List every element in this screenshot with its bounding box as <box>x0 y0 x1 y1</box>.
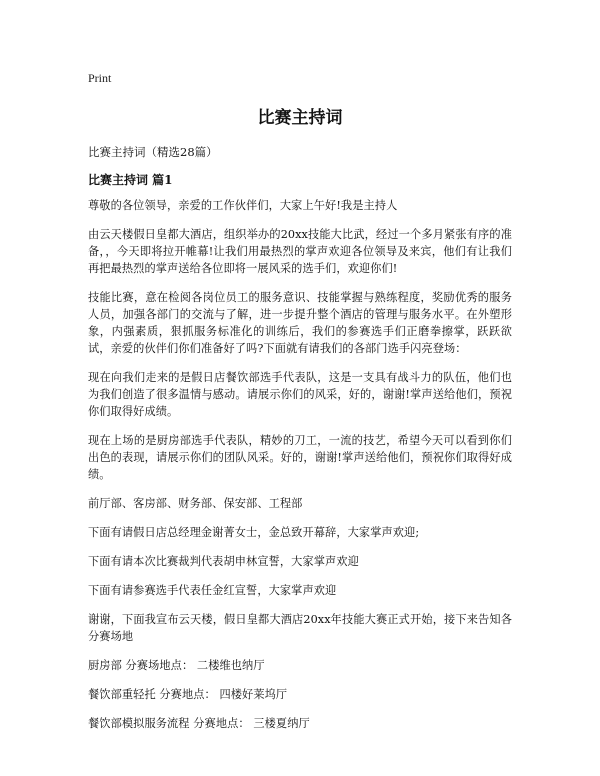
document-subtitle: 比赛主持词（精选28篇） <box>88 145 218 159</box>
paragraph-gm-speech: 下面有请假日店总经理金谢菁女士，金总致开幕辞，大家掌声欢迎; <box>88 526 420 539</box>
section-heading: 比赛主持词 篇1 <box>88 173 173 187</box>
paragraph-departments: 前厅部、客房部、财务部、保安部、工程部 <box>88 497 303 510</box>
paragraph-judge-oath: 下面有请本次比赛裁判代表胡申林宣誓，大家掌声欢迎 <box>88 555 359 568</box>
paragraph-announcement: 谢谢，下面我宣布云天楼，假日皇都大酒店20xx年技能大赛正式开始，接下来告知各分赛场地 <box>88 613 512 643</box>
paragraph-greeting: 尊敬的各位领导，亲爱的工作伙伴们，大家上午好!我是主持人 <box>88 199 398 212</box>
paragraph-catering-team: 现在向我们走来的是假日店餐饮部选手代表队，这是一支具有战斗力的队伍，他们也为我们创造了很多温情与感动。请展示你们的风采，好的，谢谢!掌声送给他们，预祝你们取得好成绩。 <box>88 371 512 418</box>
paragraph-venue-tray: 餐饮部重轻托 分赛地点： 四楼好莱坞厅 <box>88 688 288 701</box>
paragraph-venue-service: 餐饮部模拟服务流程 分赛地点： 三楼夏纳厅 <box>88 717 310 730</box>
paragraph-opening: 由云天楼假日皇都大酒店，组织举办的20xx技能大比武，经过一个多月紧张有序的准备，，今天即将拉开帷幕!让我们用最热烈的掌声欢迎各位领导及来宾，他们有让我们再把最热烈的掌声送给各位即将一展风采的选手们，欢迎你们! <box>88 228 512 275</box>
paragraph-venue-kitchen: 厨房部 分赛场地点： 二楼维也纳厅 <box>88 659 265 672</box>
paragraph-contestant-oath: 下面有请参赛选手代表任金红宣誓，大家掌声欢迎 <box>88 584 337 597</box>
paragraph-kitchen-team: 现在上场的是厨房部选手代表队，精妙的刀工，一流的技艺，希望今天可以看到你们出色的表现，请展示你们的团队风采。好的，谢谢!掌声送给他们，预祝你们取得好成绩。 <box>88 434 512 481</box>
print-label[interactable]: Print <box>88 71 112 85</box>
document-title: 比赛主持词 <box>257 108 343 128</box>
paragraph-purpose: 技能比赛，意在检阅各岗位员工的服务意识、技能掌握与熟练程度，奖励优秀的服务人员，加强各部门的交流与了解，进一步提升整个酒店的管理与服务水平。在外塑形象，内强素质，狠抓服务标准化的训练后，我们的参赛选手们正磨拳擦掌，跃跃欲试，亲爱的伙伴们你们准备好了吗?下面就有请我们的各部门选手闪亮登场： <box>88 291 512 355</box>
